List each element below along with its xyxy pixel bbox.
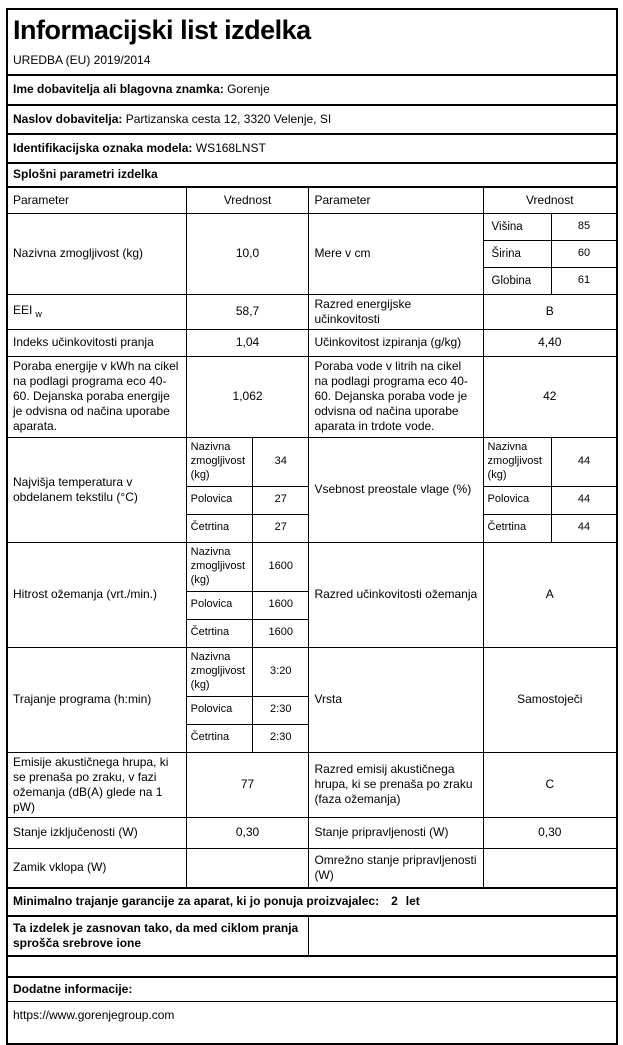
max-temp-half-label: Polovica xyxy=(186,486,252,514)
wash-index-label: Indeks učinkovitosti pranja xyxy=(7,329,186,356)
additional-info-row xyxy=(7,977,617,1002)
additional-info-label: Dodatne informacije: xyxy=(7,977,617,1002)
silver-ions-row xyxy=(7,916,617,956)
consumption-row xyxy=(7,356,617,437)
max-temp-half-value: 27 xyxy=(253,486,309,514)
capacity-value: 10,0 xyxy=(186,213,309,294)
energy-consumption-value: 1,062 xyxy=(186,356,309,437)
eei-row xyxy=(7,294,617,329)
col-header-parameter-1: Parameter xyxy=(7,187,186,214)
guarantee-unit: let xyxy=(405,894,420,909)
guarantee-label: Minimalno trajanje garancije za aparat, ki jo ponuja proizvajalec: xyxy=(13,894,380,909)
supplier-brand-label: Ime dobavitelja ali blagovna znamka: xyxy=(13,82,224,97)
duration-half-label: Polovica xyxy=(186,696,252,724)
silver-ions-label: Ta izdelek je zasnovan tako, da med ciklom pranja sprošča srebrove ione xyxy=(7,916,309,956)
supplier-address-row xyxy=(7,105,617,134)
eei-label: EEI $_w$ xyxy=(7,294,186,329)
moisture-rated-label: Nazivna zmogljivost (kg) xyxy=(483,437,551,486)
col-header-parameter-2: Parameter xyxy=(309,187,483,214)
supplier-brand-value: Gorenje xyxy=(227,82,270,97)
spin-speed-rated-value: 1600 xyxy=(253,542,309,591)
energy-consumption-label: Poraba energije v kWh na cikel na podlagi programa eco 40-60. Dejanska poraba energije je odvisna od načina uporabe aparata. xyxy=(7,356,186,437)
rinse-label: Učinkovitost izpiranja (g/kg) xyxy=(309,329,483,356)
duration-half-value: 2:30 xyxy=(253,696,309,724)
rinse-value: 4,40 xyxy=(483,329,617,356)
section-header-row xyxy=(7,163,617,187)
duration-rated-value: 3:20 xyxy=(253,647,309,696)
model-id-label: Identifikacijska oznaka modela: xyxy=(13,140,193,155)
website-row xyxy=(7,1001,617,1044)
duration-quarter-value: 2:30 xyxy=(253,724,309,752)
guarantee-value: 2 xyxy=(391,894,398,909)
spacer-row xyxy=(7,956,617,977)
product-fiche-table xyxy=(6,8,618,1045)
supplier-brand-cell xyxy=(7,75,617,105)
moisture-rated-value: 44 xyxy=(551,437,617,486)
spin-speed-quarter-value: 1600 xyxy=(253,619,309,647)
off-mode-value: 0,30 xyxy=(186,817,309,848)
moisture-quarter-value: 44 xyxy=(551,514,617,542)
title-cell xyxy=(7,9,617,75)
moisture-label: Vsebnost preostale vlage (%) xyxy=(309,437,483,542)
duration-label: Trajanje programa (h:min) xyxy=(7,647,186,752)
off-mode-label: Stanje izključenosti (W) xyxy=(7,817,186,848)
col-header-value-1: Vrednost xyxy=(186,187,309,214)
guarantee-row xyxy=(7,888,617,916)
delay-start-label: Zamik vklopa (W) xyxy=(7,848,186,888)
dimensions-label: Mere v cm xyxy=(309,213,483,294)
max-temp-quarter-value: 27 xyxy=(253,514,309,542)
spacer-cell xyxy=(7,956,617,977)
max-temp-rated-label: Nazivna zmogljivost (kg) xyxy=(186,437,252,486)
supplier-brand-row xyxy=(7,75,617,105)
moisture-quarter-label: Četrtina xyxy=(483,514,551,542)
model-id-value: WS168LNST xyxy=(195,140,266,155)
duration-quarter-label: Četrtina xyxy=(186,724,252,752)
dimension-width-label: Širina xyxy=(483,240,551,267)
spin-speed-label: Hitrost ožemanja (vrt./min.) xyxy=(7,542,186,647)
model-id-row xyxy=(7,134,617,163)
website-url: https://www.gorenjegroup.com xyxy=(7,1001,617,1044)
title-block xyxy=(7,9,617,75)
delay-start-row xyxy=(7,848,617,888)
product-fiche-document xyxy=(6,8,618,1045)
type-value: Samostoječi xyxy=(483,647,617,752)
standby-label: Stanje pripravljenosti (W) xyxy=(309,817,483,848)
type-label: Vrsta xyxy=(309,647,483,752)
section-title: Splošni parametri izdelka xyxy=(7,163,617,187)
supplier-address-cell xyxy=(7,105,617,134)
delay-start-value xyxy=(186,848,309,888)
spin-speed-half-label: Polovica xyxy=(186,591,252,619)
column-header-row xyxy=(7,187,617,214)
capacity-label: Nazivna zmogljivost (kg) xyxy=(7,213,186,294)
energy-class-label: Razred energijske učinkovitosti xyxy=(309,294,483,329)
noise-row xyxy=(7,752,617,817)
standby-value: 0,30 xyxy=(483,817,617,848)
spin-speed-row-1 xyxy=(7,542,617,591)
energy-class-value: B xyxy=(483,294,617,329)
eei-subscript: w xyxy=(35,309,42,320)
moisture-half-value: 44 xyxy=(551,486,617,514)
dimension-depth-value: 61 xyxy=(551,267,617,294)
max-temp-label: Najvišja temperatura v obdelanem tekstilu (°C) xyxy=(7,437,186,542)
model-id-cell xyxy=(7,134,617,163)
wash-index-value: 1,04 xyxy=(186,329,309,356)
supplier-address-value: Partizanska cesta 12, 3320 Velenje, SI xyxy=(125,111,332,126)
guarantee-cell xyxy=(7,888,617,916)
spin-speed-half-value: 1600 xyxy=(253,591,309,619)
noise-label: Emisije akustičnega hrupa, ki se prenaša po zraku, v fazi ožemanja (dB(A) glede na 1 pW) xyxy=(7,752,186,817)
dimension-height-label: Višina xyxy=(483,213,551,240)
page-title: Informacijski list izdelka xyxy=(13,15,311,45)
silver-ions-value-cell xyxy=(309,916,617,956)
networked-standby-value xyxy=(483,848,617,888)
off-mode-row xyxy=(7,817,617,848)
dimension-depth-label: Globina xyxy=(483,267,551,294)
noise-class-label: Razred emisij akustičnega hrupa, ki se prenaša po zraku (faza ožemanja) xyxy=(309,752,483,817)
noise-class-value: C xyxy=(483,752,617,817)
spin-speed-quarter-label: Četrtina xyxy=(186,619,252,647)
dimension-height-value: 85 xyxy=(551,213,617,240)
max-temp-rated-value: 34 xyxy=(253,437,309,486)
supplier-address-label: Naslov dobavitelja: xyxy=(13,111,123,126)
max-temp-row-1 xyxy=(7,437,617,486)
capacity-dimensions-row-1 xyxy=(7,213,617,240)
eei-value: 58,7 xyxy=(186,294,309,329)
spin-class-label: Razred učinkovitosti ožemanja xyxy=(309,542,483,647)
water-consumption-label: Poraba vode v litrih na cikel na podlagi programa eco 40-60. Dejanska poraba vode je odvisna od načina uporabe aparata in trdote vode. xyxy=(309,356,483,437)
regulation-subtitle: UREDBA (EU) 2019/2014 xyxy=(13,52,151,67)
spin-class-value: A xyxy=(483,542,617,647)
spin-speed-rated-label: Nazivna zmogljivost (kg) xyxy=(186,542,252,591)
duration-row-1 xyxy=(7,647,617,696)
duration-rated-label: Nazivna zmogljivost (kg) xyxy=(186,647,252,696)
col-header-value-2: Vrednost xyxy=(483,187,617,214)
networked-standby-label: Omrežno stanje pripravljenosti (W) xyxy=(309,848,483,888)
noise-value: 77 xyxy=(186,752,309,817)
wash-index-row xyxy=(7,329,617,356)
max-temp-quarter-label: Četrtina xyxy=(186,514,252,542)
moisture-half-label: Polovica xyxy=(483,486,551,514)
dimension-width-value: 60 xyxy=(551,240,617,267)
water-consumption-value: 42 xyxy=(483,356,617,437)
